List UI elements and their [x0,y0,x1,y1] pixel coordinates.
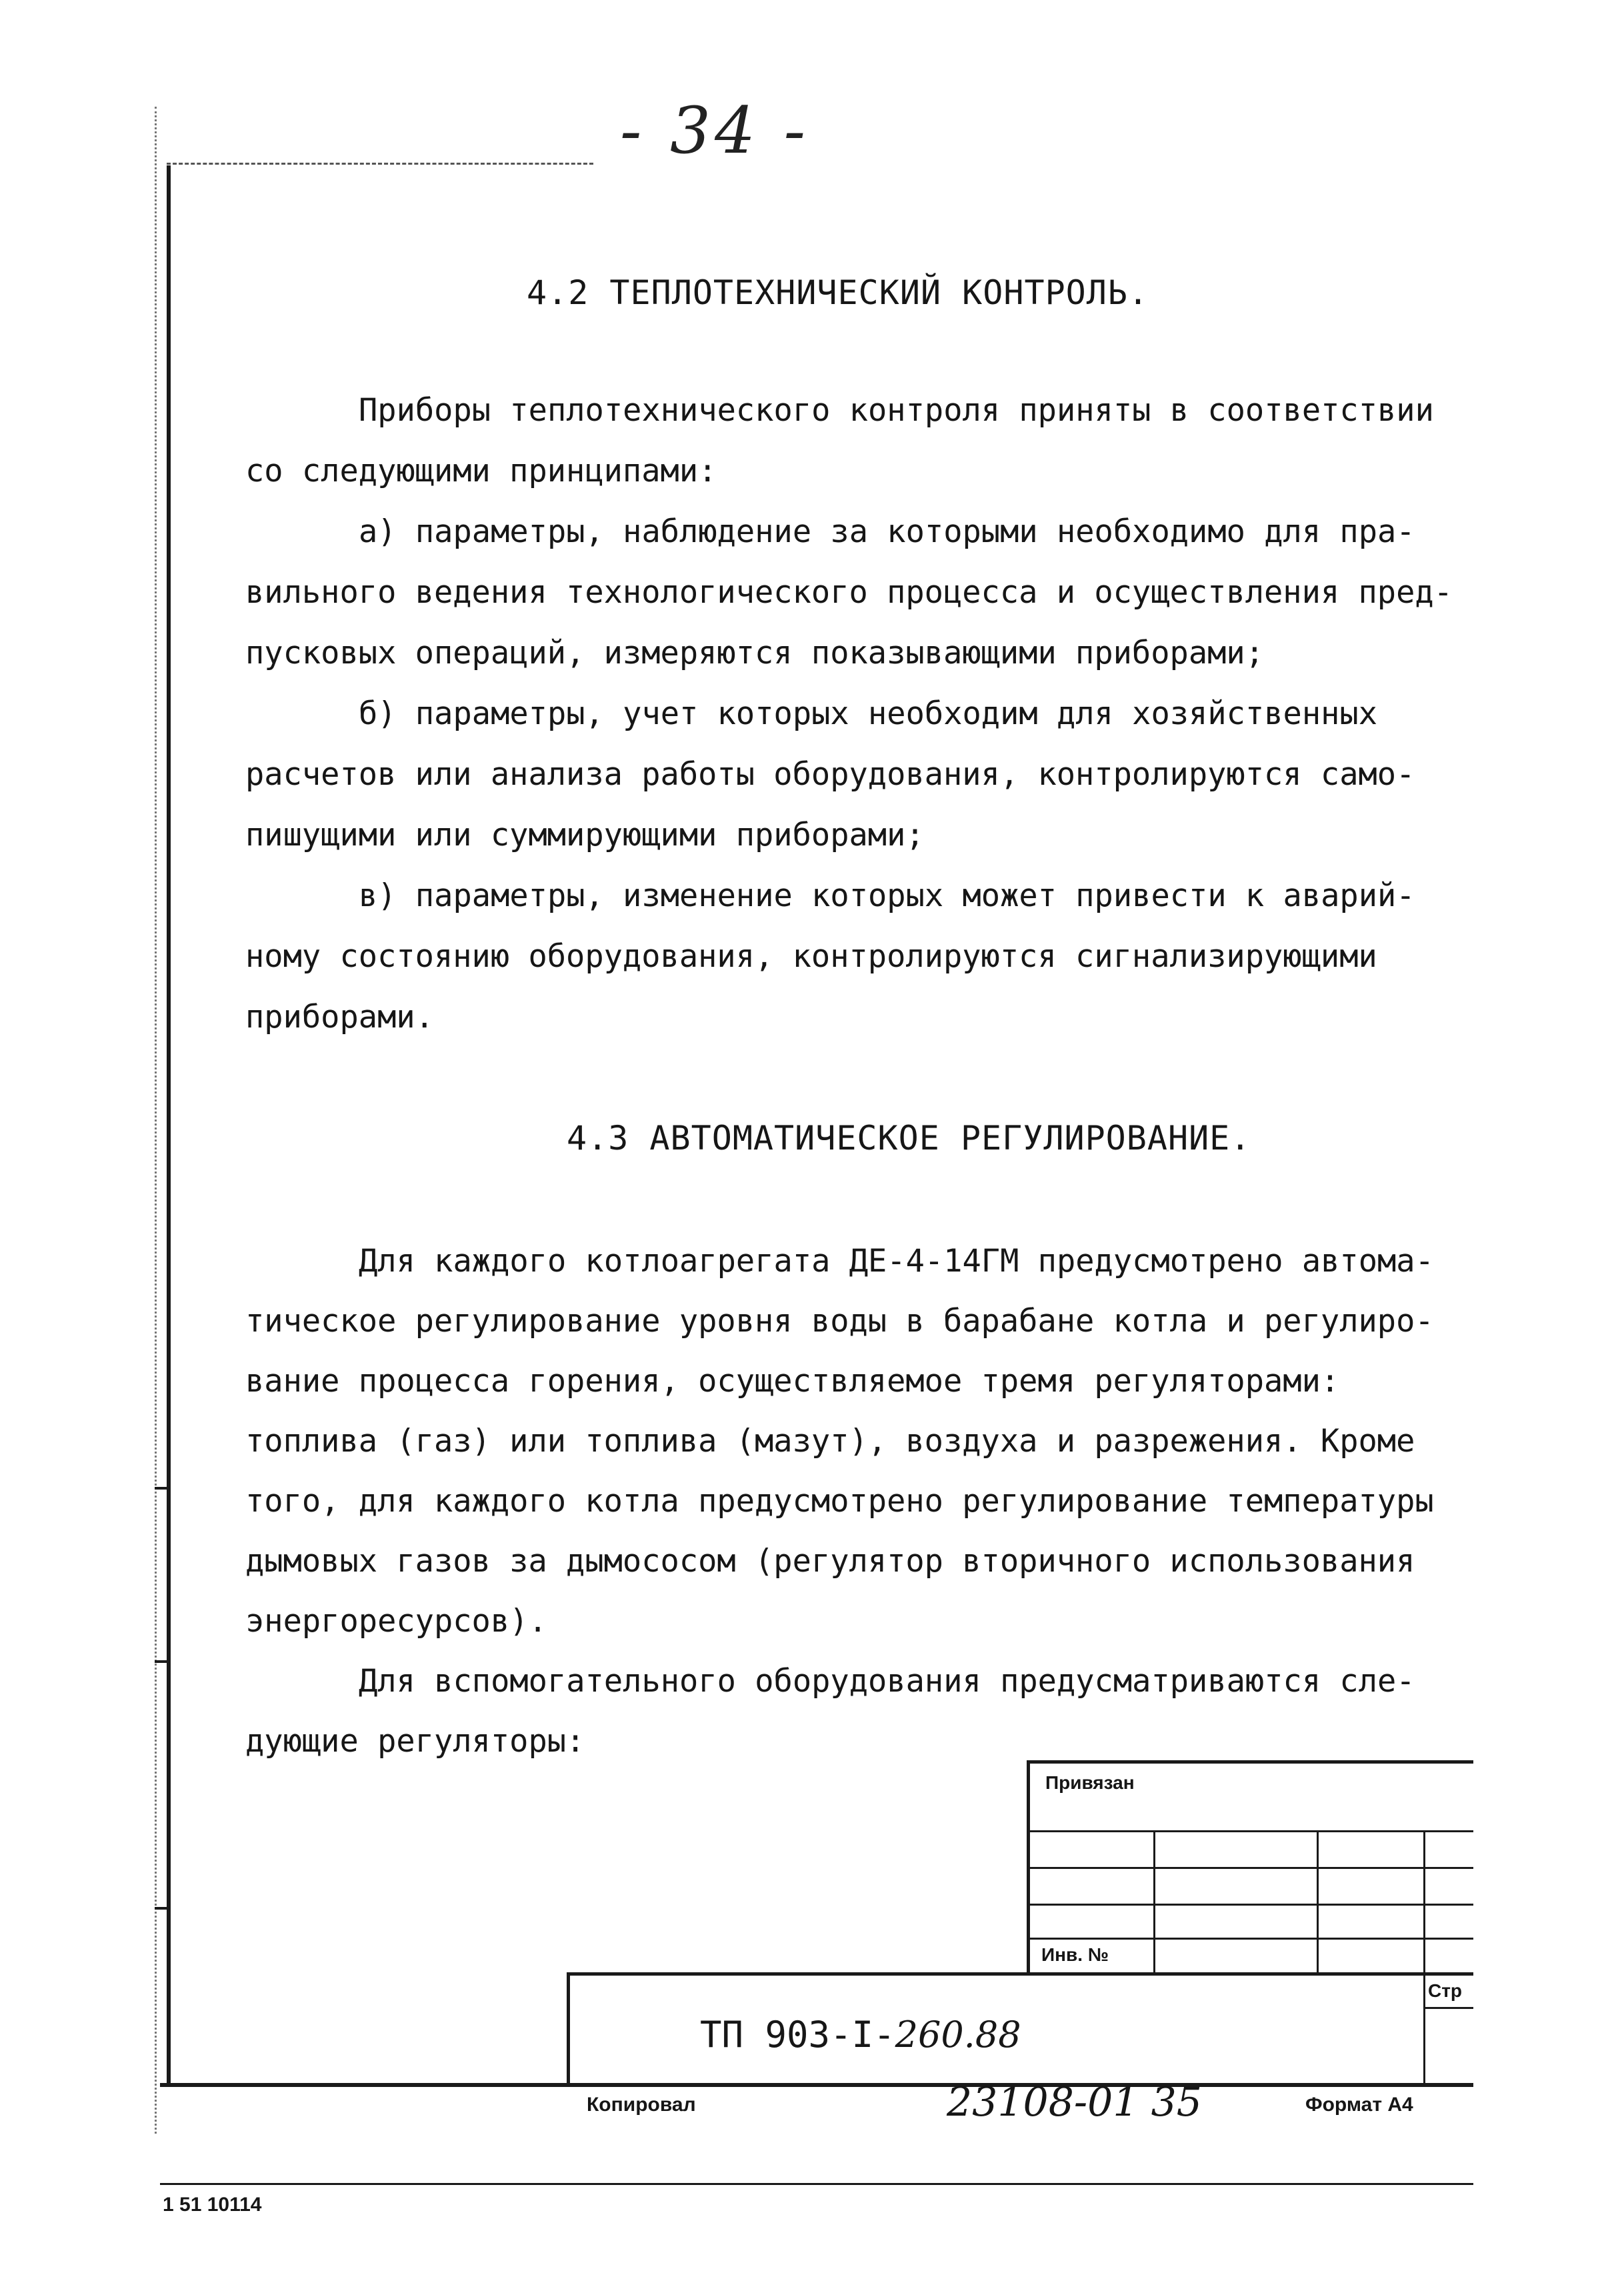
document-code [700,2014,1021,2056]
stamp-border [567,1972,570,2086]
text-line: вание процесса горения, осуществляемое тремя регуляторами: [245,1363,1340,1400]
page-number: - 34 - [620,93,810,168]
stamp-row-line [1027,1904,1473,1906]
text-line: тическое регулирование уровня воды в барабане котла и регулиро- [245,1303,1434,1340]
stamp-col-line [1153,1830,1155,1974]
stamp-border [1027,1760,1473,1764]
text-line: Для вспомогательного оборудования предусматриваются сле- [359,1663,1415,1700]
handwritten-number: 23108-01 35 [947,2079,1202,2126]
text-line: того, для каждого котла предусмотрено регулирование температуры [245,1483,1434,1520]
text-line: дующие регуляторы: [245,1723,585,1760]
stamp-row-line [1027,1938,1473,1940]
document-code-prefix: ТП 903-I- [700,2014,895,2056]
stamp-label-inv: Инв. № [1041,1944,1109,1965]
text-line: в) параметры, изменение которых может привести к аварий- [359,877,1415,914]
text-line: дымовых газов за дымососом (регулятор вторичного использования [245,1543,1415,1580]
text-line: приборами. [245,999,434,1035]
stamp-row-line [1423,2007,1473,2009]
binding-edge [155,107,157,2134]
frame-tick [155,1660,169,1663]
frame-bottom-line [160,2083,1473,2087]
text-line: расчетов или анализа работы оборудования, контролируются само- [245,756,1415,793]
stamp-row-line [1027,1830,1473,1832]
text-line: Приборы теплотехнического контроля приняты в соответствии [359,392,1434,429]
text-line: пишущими или суммирующими приборами; [245,817,925,853]
frame-top-line [167,163,593,165]
text-line: энергоресурсов). [245,1603,547,1640]
frame-tick [155,1487,169,1490]
frame-tick [155,1907,169,1910]
text-line: Для каждого котлоагрегата ДЕ-4-14ГМ предусмотрено автома- [359,1243,1434,1280]
stamp-label-sheet: Стр [1428,1980,1463,2001]
stamp-border [567,1972,1473,1976]
text-line: вильного ведения технологического процесса и осуществления пред- [245,574,1453,611]
copied-label: Копировал [587,2094,696,2116]
section-heading: 4.2 ТЕПЛОТЕХНИЧЕСКИЙ КОНТРОЛЬ. [527,273,1149,312]
text-line: пусковых операций, измеряются показывающими приборами; [245,635,1265,671]
stamp-col-line [1317,1830,1319,1974]
bottom-rule [160,2183,1473,2185]
stamp-label-privyazan: Привязан [1045,1772,1135,1793]
stamp-col-line [1423,1830,1425,1974]
text-line: со следующими принципами: [245,453,717,489]
text-line: а) параметры, наблюдение за которыми необходимо для пра- [359,513,1415,550]
section-heading: 4.3 АВТОМАТИЧЕСКОЕ РЕГУЛИРОВАНИЕ. [567,1119,1251,1158]
frame-left-line [167,165,171,2086]
document-code-suffix: 260.88 [895,2014,1021,2056]
footer-id: 1 51 10114 [163,2194,262,2216]
stamp-row-line [1027,1867,1473,1869]
text-line: б) параметры, учет которых необходим для хозяйственных [359,695,1378,732]
stamp-col-line [1423,1972,1425,2086]
text-line: ному состоянию оборудования, контролируются сигнализирующими [245,938,1377,975]
format-label: Формат А4 [1305,2094,1413,2116]
text-line: топлива (газ) или топлива (мазут), воздуха и разрежения. Кроме [245,1423,1415,1460]
